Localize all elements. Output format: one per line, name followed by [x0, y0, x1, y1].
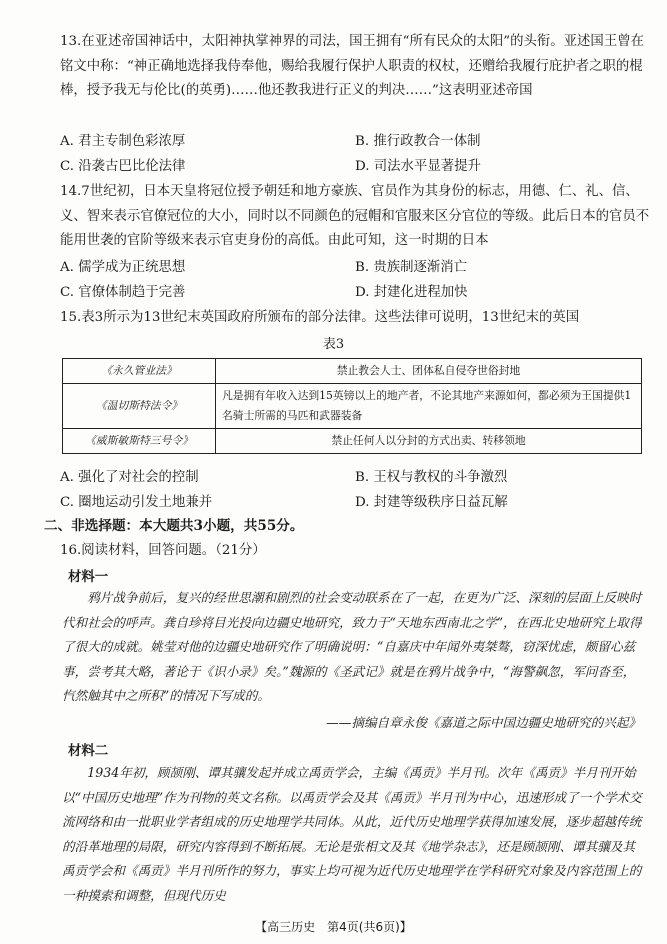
law-content: 禁止教会人士、团体私自侵夺世俗封地: [216, 359, 642, 384]
option-d: D. 司法水平显著提升: [355, 158, 481, 174]
option-a: A. 强化了对社会的控制: [60, 470, 199, 485]
section-heading: 二、非选择题：本大题共3小题，共55分。: [44, 518, 304, 534]
option-c: C. 圈地运动引发土地兼并: [60, 494, 213, 510]
material-2-text: 1934年初，顾颉刚、谭其骧发起并成立禹贡学会，主编《禹贡》半月刊。次年《禹贡》半月刊开始以“中国历史地理”作为刊物的英文名称。以禹贡学会及其《禹贡》半月刊为中心，迅速形成了一个学术交流网络和由一批职业学者组成的历史地理学共同体。从此，近代历史地理学获得加速发展，逐步超越传统的沿革地理的局限，研究内容得到不断拓展。无论是张相文及其《地学杂志》，还是顾颉刚、谭其骧及其禹贡学会和《禹贡》半月刊所作的努力，事实上均可视为近代历史地理学在学科研究对象及内容范围上的一种摸索和调整，但现代历史: [62, 765, 642, 903]
law-name: 《永久管业法》: [63, 359, 216, 384]
law-content: 凡是拥有年收入达到15英镑以上的地产者，不论其地产来源如何，都必须为王国提供1名骑士所需的马匹和武器装备: [216, 384, 642, 429]
option-a: A. 君主专制色彩浓厚: [60, 134, 186, 149]
option-b: B. 贵族制逐渐消亡: [355, 260, 468, 275]
option-d: D. 封建化进程加快: [355, 284, 468, 300]
table-row: [63, 384, 642, 429]
material-1-source: ——摘编自章永俊《嘉道之际中国边疆史地研究的兴起》: [326, 715, 641, 730]
question-16-stem: 16.阅读材料，回答问题。（21分）: [60, 543, 266, 558]
table-row: [63, 429, 642, 454]
option-d: D. 封建等级秩序日益瓦解: [355, 494, 508, 510]
option-c: C. 官僚体制趋于完善: [60, 284, 186, 300]
question-13-options: [60, 130, 650, 179]
question-15-stem: 15.表3所示为13世纪末英国政府所颁布的部分法律。这些法律可说明，13世纪末的英国: [60, 310, 580, 325]
question-13-stem: 13.在亚述帝国神话中，太阳神执掌神界的司法，国王拥有“所有民众的太阳”的头衔。亚述国王曾在铭文中称：“神正确地选择我侍奉他，赐给我履行保护人职责的权杖，还赠给我履行庇护者之职的棍棒，授予我无与伦比(的英勇)……他还教我进行正义的判决……”这表明亚述帝国: [60, 34, 644, 98]
option-c: C. 沿袭古巴比伦法律: [60, 158, 186, 174]
law-name: 《温切斯特法令》: [63, 384, 216, 429]
material-1-title: 材料一: [68, 569, 109, 585]
option-b: B. 推行政教合一体制: [355, 134, 481, 149]
option-a: A. 儒学成为正统思想: [60, 260, 186, 275]
option-b: B. 王权与教权的斗争激烈: [355, 470, 508, 485]
law-name: 《威斯敏斯特三号令》: [63, 429, 216, 454]
question-15-options: [60, 466, 650, 515]
material-1-text: 鸦片战争前后，复兴的经世思潮和剧烈的社会变动联系在了一起，在更为广泛、深刻的层面上反映时代和社会的呼声。龚自珍将目光投向边疆史地研究，致力于“天地东西南北之学”，在西北史地研究上取得了很大的成就。姚莹对他的边疆史地研究作了明确说明：“自嘉庆中年闻外夷桀骜，窃深忧虑，颇留心兹事，尝考其大略，著论于《识小录》矣。”魏源的《圣武记》就是在鸦片战争中，“海警飙忽，军问沓至，忾然触其中之所积”的情况下写成的。: [62, 590, 642, 704]
question-14-options: [60, 256, 650, 305]
law-table: [62, 358, 642, 454]
question-14-stem: 14.7世纪初，日本天皇将冠位授予朝廷和地方豪族、官员作为其身份的标志，用德、仁、礼、信、义、智来表示官僚冠位的大小，同时以不同颜色的冠帽和官服来区分官位的等级。此后日本的官员不能用世袭的官阶等级来表示官吏身份的高低。由此可知，这一时期的日本: [60, 184, 650, 248]
table-title: 表3: [322, 337, 345, 352]
table-row: [63, 359, 642, 384]
page-footer: 【高三历史 第4页(共6页)】: [255, 920, 412, 934]
law-content: 禁止任何人以分封的方式出卖、转移领地: [216, 429, 642, 454]
material-2-title: 材料二: [68, 743, 109, 759]
